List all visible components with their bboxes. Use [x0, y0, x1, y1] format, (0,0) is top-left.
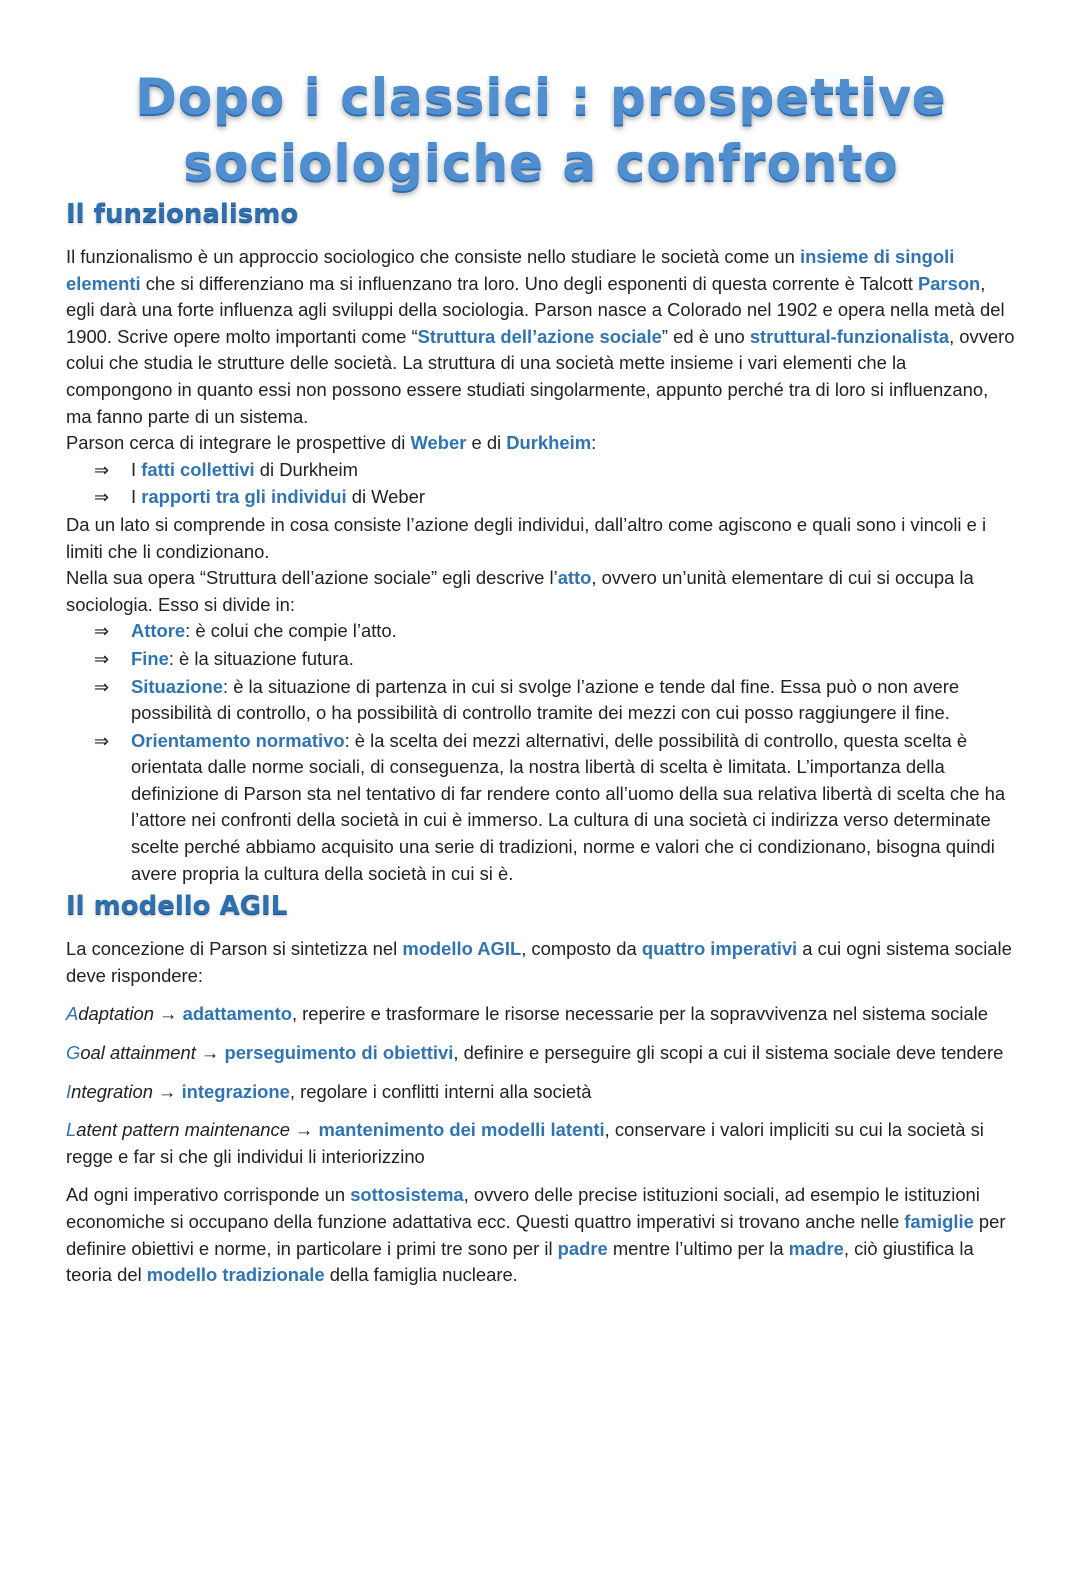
highlight: famiglie — [904, 1211, 974, 1232]
list-item — [94, 484, 1016, 511]
text: , ovvero colui che studia le strutture delle società. La struttura di una società mette insieme i vari elementi che la compongono in quanto essi non possono essere studiati singolarmente, appunto perché tra di loro si influenzano, ma fanno parte di un sistema. — [66, 325, 1015, 427]
paragraph-integration — [66, 430, 1016, 457]
text: Nella sua opera “Struttura dell’azione sociale” egli descrive l’ — [66, 567, 558, 589]
highlight: sottosistema — [350, 1184, 464, 1206]
paragraph-azione: Da un lato si comprende in cosa consiste l’azione degli individui, dall’altro come agiscono e quali sono i vincoli e i limiti che li condizionano. — [66, 513, 987, 562]
term: oal attainment — [80, 1042, 196, 1064]
arrow-right-icon: ⇒ — [94, 730, 110, 751]
highlight: madre — [788, 1237, 844, 1259]
highlight: Weber — [410, 432, 467, 454]
paragraph-intro — [66, 244, 1016, 430]
text: della famiglia nucleare. — [324, 1264, 518, 1286]
imperative-latent — [66, 1117, 1016, 1170]
highlight: integrazione — [181, 1080, 290, 1102]
term: ntegration — [71, 1080, 153, 1102]
arrow-right-icon: ⇒ — [94, 487, 110, 508]
highlight: quattro imperativi — [641, 938, 798, 960]
list-item — [94, 618, 1016, 645]
highlight: modello tradizionale — [146, 1264, 325, 1286]
highlight: Attore — [131, 620, 186, 642]
text: che si differenziano ma si influenzano tra loro. Uno degli esponenti di questa corrente è Talcott — [140, 272, 918, 294]
highlight: Parson — [917, 272, 981, 294]
arrow-right-icon: ⇒ — [94, 621, 110, 642]
highlight: struttural-funzionalista — [749, 325, 950, 347]
text: Parson cerca di integrare le prospettive di — [66, 432, 411, 454]
arrow-icon: → — [195, 1042, 225, 1064]
highlight: Fine — [131, 647, 169, 669]
list-prospettive — [66, 457, 1016, 511]
text: , conservare i valori impliciti su cui la società si regge e far si che gli individui li interiorizzino — [66, 1119, 984, 1167]
text: di Durkheim — [254, 458, 358, 480]
text: per definire obiettivi e norme, in particolare i primi tre sono per il — [66, 1211, 1006, 1259]
highlight: Orientamento normativo — [131, 729, 345, 751]
highlight: Situazione — [131, 675, 223, 697]
text: : è colui che compie l’atto. — [185, 620, 397, 642]
imperative-adaptation — [66, 1001, 1016, 1028]
initial-letter: L — [66, 1119, 77, 1141]
arrow-right-icon: ⇒ — [94, 459, 110, 480]
list-atto — [66, 618, 1016, 887]
paragraph-sottosistema — [66, 1182, 1016, 1288]
text: , regolare i conflitti interni alla società — [289, 1080, 592, 1102]
paragraph-atto — [66, 565, 1016, 618]
arrow-right-icon: ⇒ — [94, 648, 110, 669]
page-title — [66, 64, 1016, 196]
list-item — [94, 728, 1016, 888]
text: , definire e perseguire gli scopi a cui il sistema sociale deve tendere — [453, 1042, 1004, 1064]
text: La concezione di Parson si sintetizza nel — [66, 938, 403, 960]
text: : è la situazione futura. — [168, 647, 354, 669]
initial-letter: G — [66, 1042, 81, 1064]
section-heading-funzionalismo: Il funzionalismo — [66, 199, 299, 229]
text: Ad ogni imperativo corrisponde un — [66, 1184, 351, 1206]
text: , ciò giustifica la teoria del — [66, 1237, 974, 1286]
text: : è la situazione di partenza in cui si svolge l’azione e tende dal fine. Essa può o non avere possibilità di controllo, o ha possibilità di controllo tramite dei mezzi con cui posso raggiungere il fine. — [131, 675, 960, 724]
text: e di — [466, 432, 507, 454]
highlight: perseguimento di obiettivi — [224, 1042, 454, 1064]
text: Il funzionalismo è un approccio sociologico che consiste nello studiare le società come un — [66, 246, 800, 267]
text: a cui ogni sistema sociale deve rispondere: — [66, 938, 1012, 986]
text: di Weber — [346, 486, 425, 508]
initial-letter: A — [66, 1003, 79, 1025]
text: , reperire e trasformare le risorse necessarie per la sopravvivenza nel sistema sociale — [291, 1003, 989, 1025]
arrow-right-icon: ⇒ — [94, 676, 110, 697]
title-line-2: sociologiche a confronto — [183, 134, 899, 192]
arrow-icon: → — [289, 1119, 319, 1141]
highlight: Durkheim — [506, 432, 592, 454]
initial-letter: I — [66, 1080, 72, 1102]
text: I — [131, 486, 142, 508]
highlight: padre — [557, 1237, 608, 1259]
text: : — [591, 432, 597, 454]
term: atent pattern maintenance — [76, 1119, 290, 1141]
list-item — [94, 457, 1016, 484]
imperative-integration — [66, 1079, 1016, 1106]
text: , ovvero un’unità elementare di cui si occupa la sociologia. Esso si divide in: — [66, 567, 974, 615]
title-line-1: Dopo i classici : prospettive — [135, 68, 947, 126]
arrow-icon: → — [153, 1003, 183, 1025]
highlight: atto — [557, 567, 592, 589]
section-heading-agil: Il modello AGIL — [66, 891, 288, 922]
arrow-icon: → — [152, 1080, 182, 1102]
text: , ovvero delle precise istituzioni sociali, ad esempio le istituzioni economiche si occupano della funzione adattativa ecc. Questi quattro imperativi si trovano anche nelle — [66, 1184, 980, 1232]
text: mentre l’ultimo per la — [607, 1237, 789, 1259]
term: daptation — [78, 1003, 154, 1025]
text: I — [131, 458, 142, 480]
highlight: fatti collettivi — [141, 458, 255, 480]
text: ” ed è uno — [661, 325, 750, 347]
text: , egli darà una forte influenza agli sviluppi della sociologia. Parson nasce a Colorado nel 1902 e opera nella metà del 1900. Scrive opere molto importanti come “ — [66, 272, 1005, 347]
document-page — [0, 64, 1080, 1591]
highlight: mantenimento dei modelli latenti — [318, 1119, 605, 1141]
highlight: modello AGIL — [402, 938, 522, 960]
highlight: Struttura dell’azione sociale — [417, 325, 662, 347]
highlight: adattamento — [182, 1003, 292, 1025]
list-item — [94, 674, 1016, 727]
text: , composto da — [521, 938, 642, 960]
imperative-goal — [66, 1040, 1016, 1067]
text: : è la scelta dei mezzi alternativi, delle possibilità di controllo, questa scelta è orientata dalle norme sociali, di conseguenza, la nostra libertà di scelta è limitata. L’importanza della definizione di Parson sta nel tentativo di far rendere conto all’uomo della sua relativa libertà di scelta che ha l’attore nei confronti della società in cui è immerso. La cultura di una società ci indirizza verso determinate scelte perché abbiamo acquisito una serie di tradizioni, norme e valori che ci condizionano, bisogna quindi avere propria la cultura della società in cui si è. — [131, 729, 1006, 884]
paragraph-agil-intro — [66, 936, 1016, 989]
highlight: rapporti tra gli individui — [141, 486, 347, 508]
highlight: insieme di singoli elementi — [66, 246, 955, 294]
list-item — [94, 646, 1016, 673]
